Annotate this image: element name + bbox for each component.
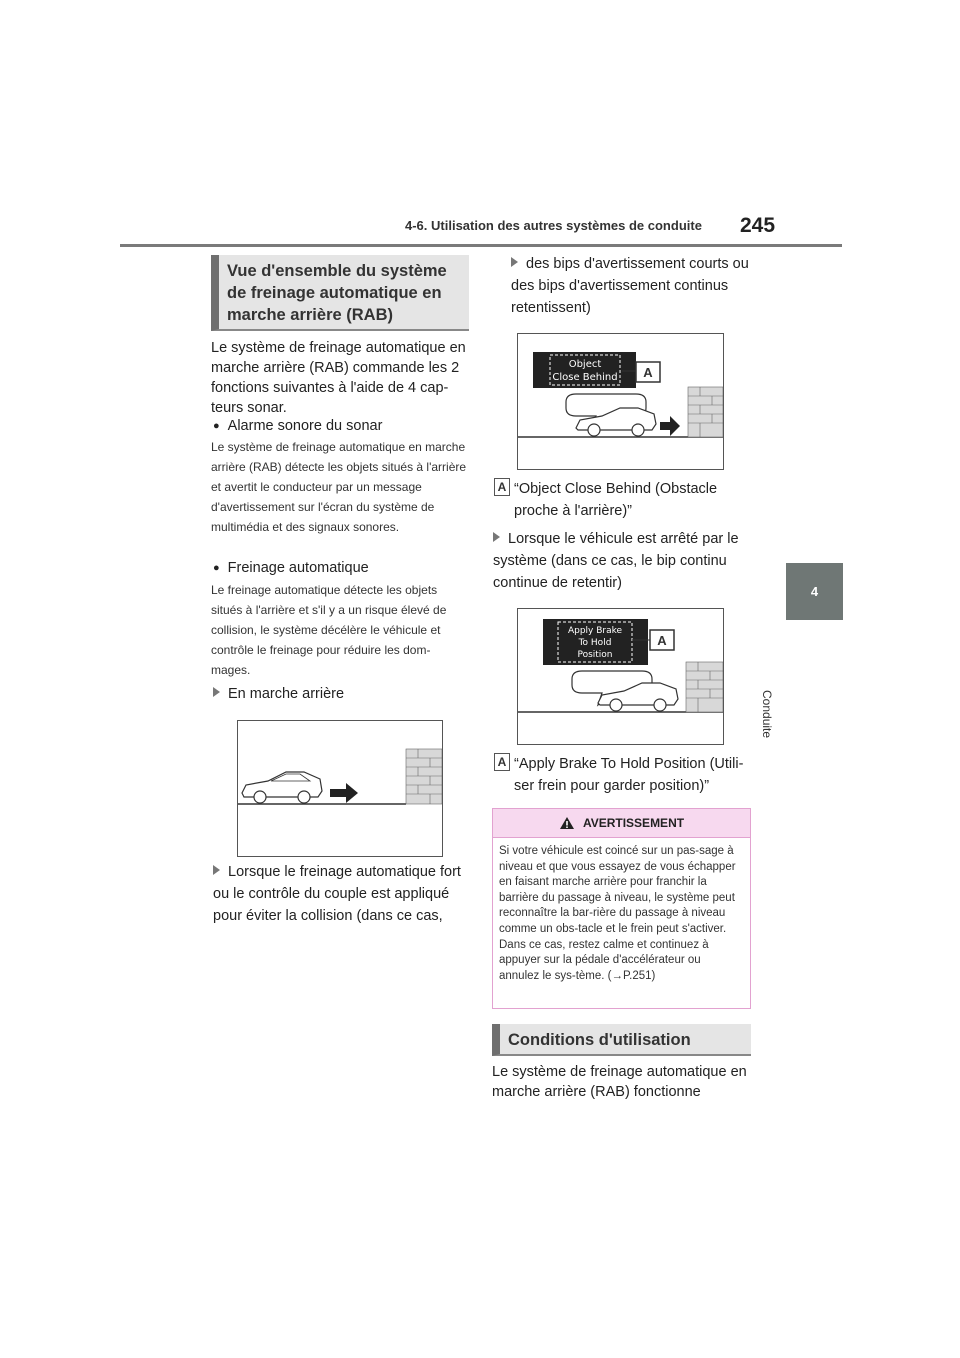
key-a-badge-1 xyxy=(494,478,510,496)
intro-paragraph: Le système de freinage automatique en marche arrière (RAB) commande les 2 fonctions suivantes à l'aide de 4 cap-teurs sonar. xyxy=(211,340,466,416)
step-label: Lorsque le freinage automatique fort ou le contrôle du couple est appliqué pour éviter la collision (dans ce cas, xyxy=(213,864,461,924)
warning-box xyxy=(492,808,751,1009)
screen-message-line1: Apply Brake xyxy=(567,626,623,636)
step-reversing xyxy=(213,683,469,705)
bullet-label: Alarme sonore du sonar xyxy=(227,418,383,434)
continued-text xyxy=(511,253,751,319)
object-close-behind-illustration xyxy=(518,334,723,469)
screen-message-line2: To Hold xyxy=(578,638,612,648)
key-a-badge-2 xyxy=(494,753,510,771)
step-label: En marche arrière xyxy=(228,686,345,702)
chapter-tab-label: Conduite xyxy=(760,690,774,739)
section-heading-conditions: Conditions d'utilisation xyxy=(492,1024,751,1056)
chapter-tab[interactable]: 4 xyxy=(786,563,843,620)
auto-brake-description: Le freinage automatique détecte les objets situés à l'arrière et s'il y a un risque élevé de collision, le système décélère le véhicule et contrôle le freinage pour réduire les dom-mages. xyxy=(211,583,447,677)
step-label: Lorsque le véhicule est arrêté par le système (dans ce cas, le bip continu continue de retentir) xyxy=(493,531,739,591)
page-number: 245 xyxy=(740,214,776,237)
step-vehicle-stopped xyxy=(493,528,751,594)
callout-a: A xyxy=(657,633,667,648)
caption-object-close-behind: “Object Close Behind (Obstacle proche à l'arrière)” xyxy=(514,481,718,519)
warning-header xyxy=(493,809,750,838)
conditions-paragraph: Le système de freinage automatique en marche arrière (RAB) fonctionne xyxy=(492,1064,747,1100)
callout-a: A xyxy=(643,365,653,380)
figure-object-close-behind xyxy=(517,333,724,470)
warning-title: AVERTISSEMENT xyxy=(582,816,685,830)
continued-label: des bips d'avertissement courts ou des bips d'avertissement continus retentissent) xyxy=(511,256,749,316)
caption-apply-brake: “Apply Brake To Hold Position (Utili-ser frein pour garder position)” xyxy=(514,756,744,794)
bullet-sonar-alarm xyxy=(213,416,469,436)
screen-message-line1: Object xyxy=(568,359,602,370)
key-a-label: A xyxy=(494,753,510,771)
warning-triangle-icon xyxy=(559,816,575,830)
figure-apply-brake xyxy=(517,608,724,745)
bullet-auto-brake xyxy=(213,558,469,578)
chapter-title: 4-6. Utilisation des autres systèmes de conduite xyxy=(405,218,702,233)
step-strong-braking xyxy=(213,861,469,927)
key-a-label: A xyxy=(494,478,510,496)
warning-text: Si votre véhicule est coincé sur un pas-sage à niveau et que vous essayez de vous échapper en faisant marche arrière pour franchir la barrière du passage à niveau, le système peut reconnaître la bar-rière du passage à niveau comme un obs-tacle et le frein peut s'activer. Dans ce cas, restez calme et continuez à appuyer sur la pédale d'accélérateur ou annulez le sys-tème. (→P.251) xyxy=(499,845,736,982)
sonar-alarm-description: Le système de freinage automatique en marche arrière (RAB) détecte les objets situés à l'arrière et avertit le conducteur par un message d'avertissement sur l'écran du système de multimédia et des signaux sonores. xyxy=(211,440,467,534)
bullet-label: Freinage automatique xyxy=(227,560,369,576)
section-heading-overview: Vue d'ensemble du système de freinage automatique en marche arrière (RAB) xyxy=(211,255,469,331)
figure-reversing xyxy=(237,720,443,857)
screen-message-line3: Position xyxy=(577,650,613,660)
car-reversing-illustration xyxy=(238,721,442,856)
apply-brake-illustration xyxy=(518,609,723,744)
header-rule xyxy=(120,244,842,247)
screen-message-line2: Close Behind xyxy=(552,372,618,383)
